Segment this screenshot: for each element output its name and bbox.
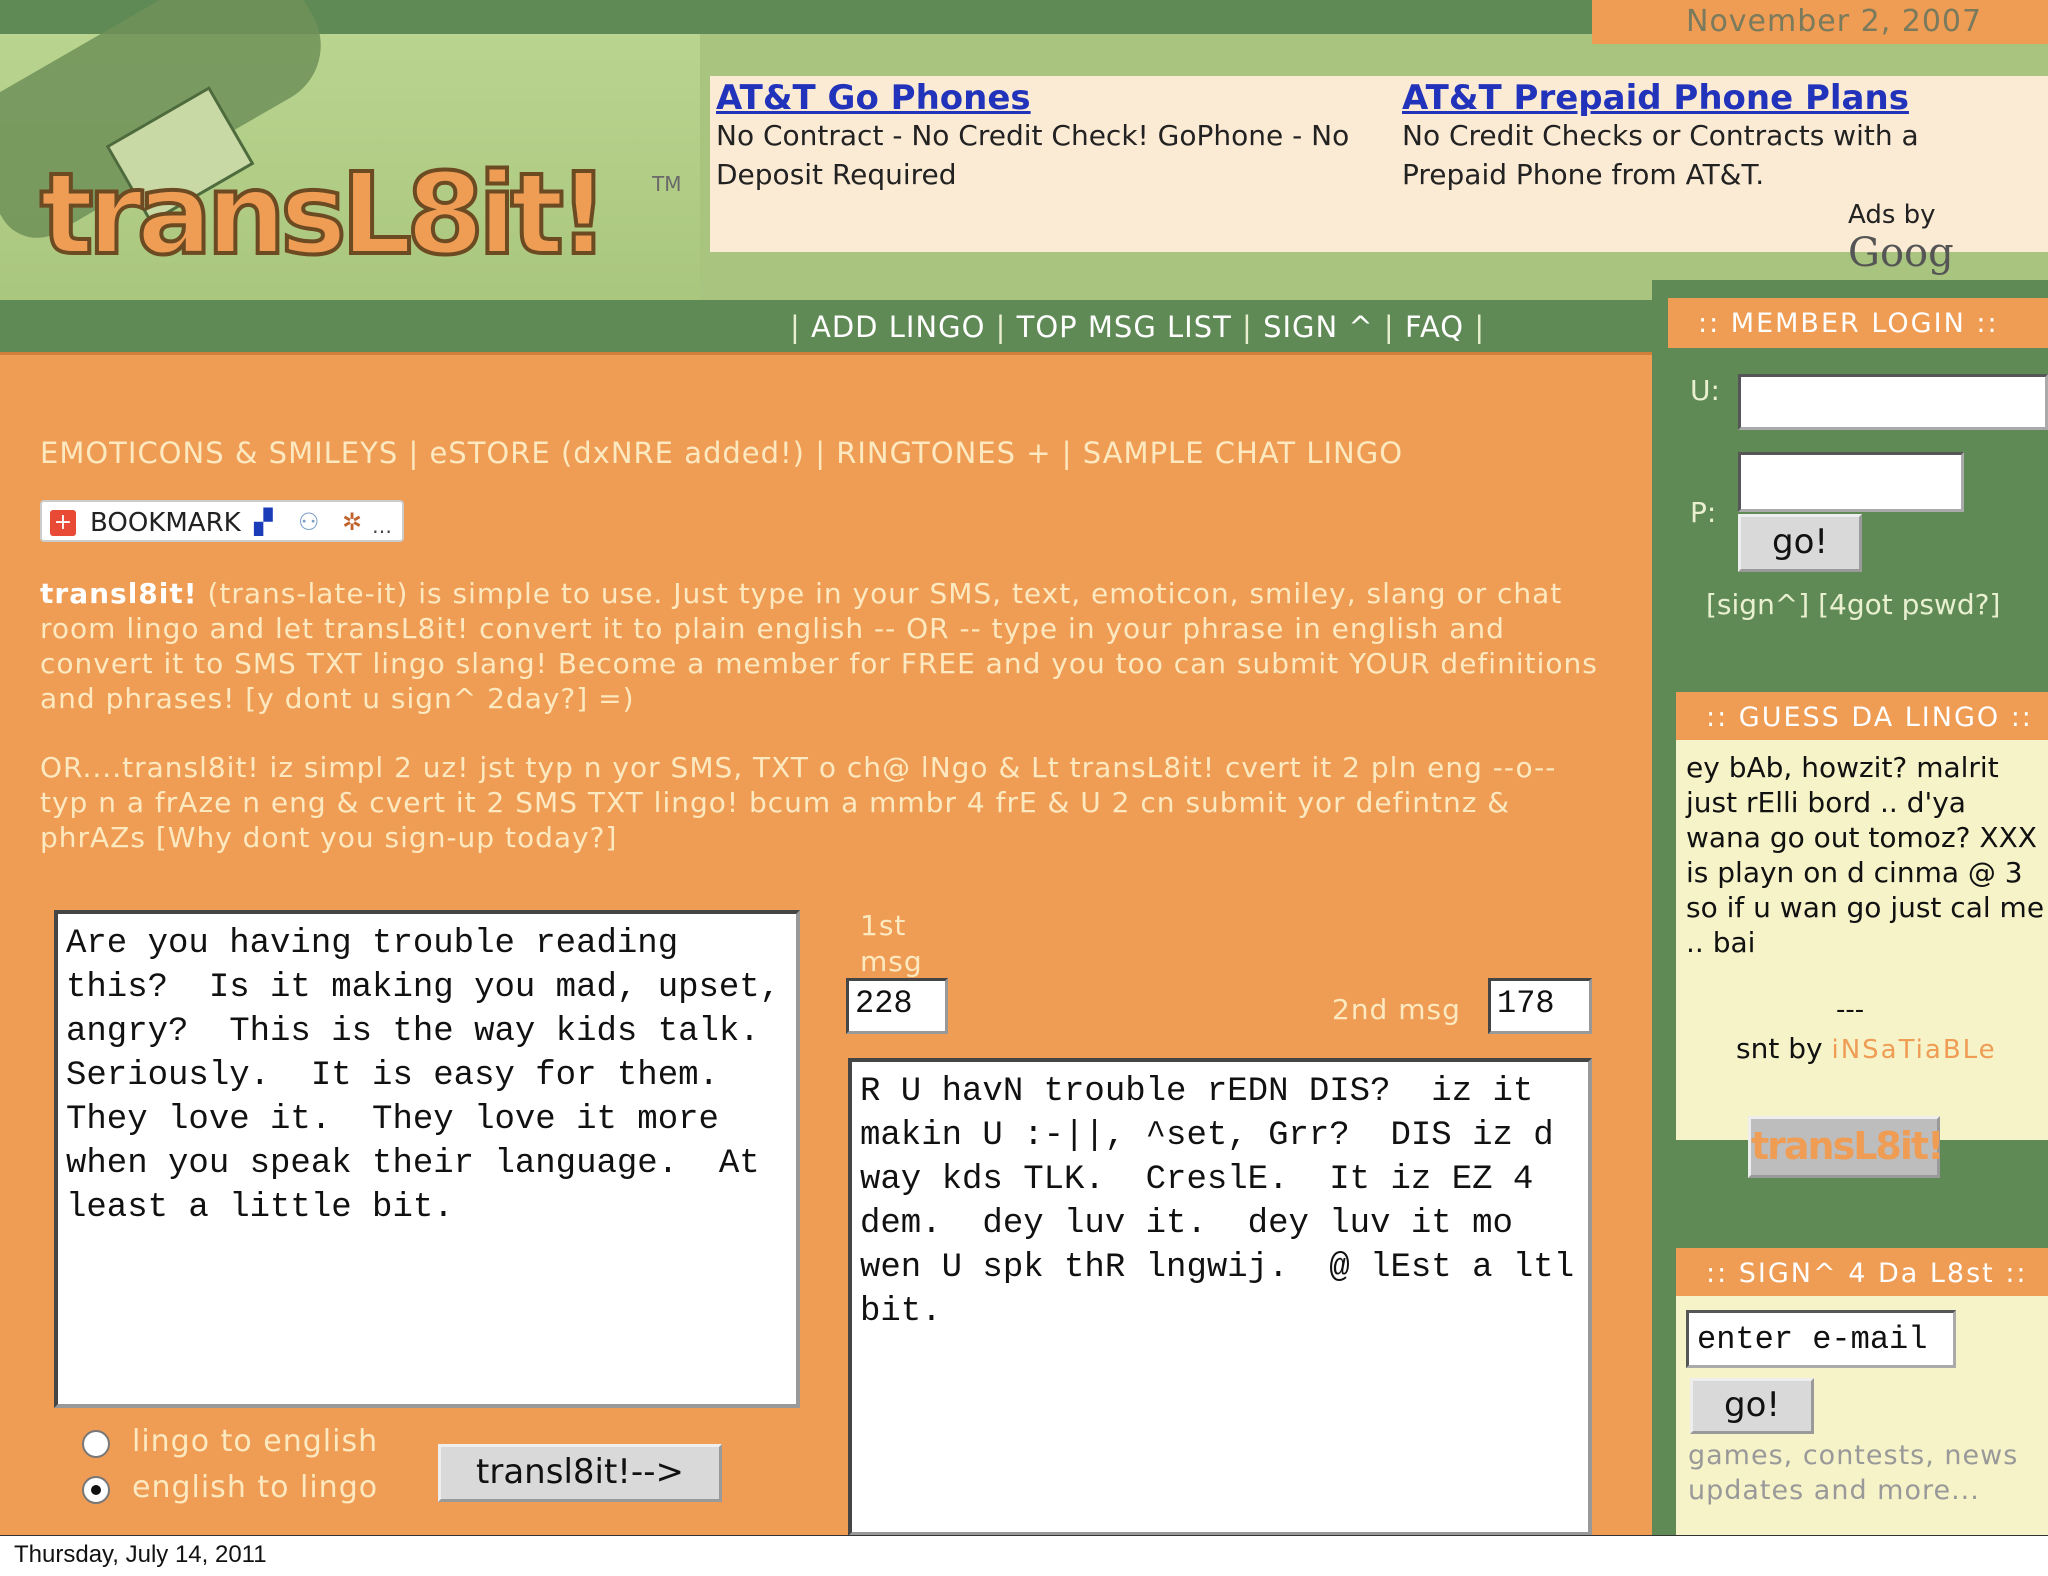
- bookmark-button[interactable]: [40, 500, 404, 542]
- page-date: November 2, 2007: [1686, 4, 1983, 39]
- first-msg-count: 228: [846, 978, 948, 1034]
- source-textarea[interactable]: Are you having trouble reading this? Is it making you mad, upset, angry? This is the way kids talk. Seriously. It is easy for them. They love it. They love it more when you speak their language. At least a little bit.: [54, 910, 800, 1408]
- delicious-icon: ▞: [254, 508, 273, 536]
- bookmark-label: BOOKMARK: [90, 508, 241, 538]
- site-logo[interactable]: transL8it!: [40, 150, 604, 280]
- second-msg-label: 2nd msg: [1332, 993, 1461, 1026]
- secondary-links: EMOTICONS & SMILEYS | eSTORE (dxNRE added!) | RINGTONES + | SAMPLE CHAT LINGO: [40, 436, 1404, 470]
- link-sample-chat[interactable]: SAMPLE CHAT LINGO: [1082, 436, 1404, 470]
- nav-add-lingo[interactable]: ADD LINGO: [811, 310, 986, 344]
- ad-link-prepaid-plans[interactable]: AT&T Prepaid Phone Plans: [1402, 78, 1909, 118]
- link-estore[interactable]: eSTORE (dxNRE added!): [429, 436, 805, 470]
- plus-icon: +: [50, 510, 76, 536]
- radio-label: english to lingo: [132, 1470, 379, 1505]
- radio-button[interactable]: [82, 1430, 110, 1458]
- intro-paragraph: [40, 576, 1600, 716]
- username-label: U:: [1690, 374, 1720, 407]
- ads-by-google[interactable]: [1848, 200, 2048, 276]
- windows-icon: ✲: [342, 508, 363, 536]
- share-icon: ⚇: [298, 508, 320, 536]
- signup-go-button[interactable]: go!: [1690, 1378, 1814, 1434]
- signup-heading: :: SIGN^ 4 Da L8st ::: [1676, 1248, 2048, 1296]
- guess-sender: [1736, 1032, 1997, 1065]
- email-input[interactable]: [1686, 1310, 1956, 1368]
- signup-note: games, contests, news updates and more...: [1688, 1440, 2019, 1506]
- guess-message: ey bAb, howzit? malrit just rElli bord .. d'ya wana go out tomoz? XXX is playn on d cinma @ 3 so if u wan go just cal me .. bai: [1686, 751, 2045, 959]
- link-emoticons[interactable]: EMOTICONS & SMILEYS: [40, 436, 399, 470]
- radio-button-selected[interactable]: [82, 1476, 110, 1504]
- more-icon: …: [372, 514, 392, 538]
- login-go-button[interactable]: go!: [1738, 514, 1862, 572]
- result-textarea[interactable]: R U havN trouble rEDN DIS? iz it makin U :-||, ^set, Grr? DIS iz d way kds TLK. CreslE. It iz EZ 4 dem. dey luv it. dey luv it mo wen U spk thR lngwij. @ lEst a ltl bit.: [848, 1058, 1592, 1536]
- login-links[interactable]: [sign^] [4got pswd?]: [1706, 588, 2001, 621]
- translate-guess-button[interactable]: transL8it!: [1748, 1116, 1940, 1178]
- footer-date: Thursday, July 14, 2011: [14, 1541, 267, 1568]
- radio-english-to-lingo[interactable]: [82, 1470, 378, 1505]
- link-ringtones[interactable]: RINGTONES +: [836, 436, 1052, 470]
- ads-by-brand: Goog: [1848, 230, 1954, 276]
- radio-lingo-to-english[interactable]: [82, 1424, 378, 1459]
- ads-by-label: Ads by: [1848, 200, 1936, 230]
- divider: [0, 352, 1668, 358]
- nav-sign-up[interactable]: SIGN ^: [1263, 310, 1374, 344]
- ad-text-go-phones: No Contract - No Credit Check! GoPhone - No Deposit Required: [716, 119, 1350, 191]
- intro-paragraph-lingo: OR....transl8it! iz simpl 2 uz! jst typ n yor SMS, TXT o ch@ lNgo & Lt transL8it! cvert it 2 pln eng --o-- typ n a frAze n eng & cvert it 2 SMS TXT lingo! bcum a mmbr 4 frE & U 2 cn submit yor defintnz & phrAZs [Why dont you sign-up today?]: [40, 751, 1557, 854]
- intro-brand: transl8it!: [40, 577, 198, 610]
- username-input[interactable]: [1738, 374, 2048, 430]
- ad-link-go-phones[interactable]: AT&T Go Phones: [716, 78, 1031, 118]
- guess-separator: ---: [1836, 995, 1865, 1025]
- member-login-heading: :: MEMBER LOGIN ::: [1668, 298, 2048, 348]
- translate-button[interactable]: transl8it!-->: [438, 1444, 722, 1502]
- intro-text: (trans-late-it) is simple to use. Just type in your SMS, text, emoticon, smiley, slang or chat room lingo and let transL8it! convert it to plain english -- OR -- type in your phrase in english and convert it to SMS TXT lingo slang! Become a member for FREE and you too can submit YOUR definitions and phrases! [y dont u sign^ 2day?] =): [40, 577, 1598, 715]
- password-input[interactable]: [1738, 452, 1964, 512]
- first-msg-label: 1st msg: [860, 909, 923, 978]
- second-msg-count: 178: [1488, 978, 1592, 1034]
- sender-name[interactable]: iNSaTiaBLe: [1831, 1035, 1997, 1065]
- sent-by-label: snt by: [1736, 1032, 1823, 1065]
- trademark: TM: [652, 172, 682, 196]
- ad-text-prepaid-plans: No Credit Checks or Contracts with a Prepaid Phone from AT&T.: [1402, 119, 1919, 191]
- nav-faq[interactable]: FAQ: [1404, 310, 1465, 344]
- guess-da-lingo-heading: :: GUESS DA LINGO ::: [1676, 692, 2048, 740]
- radio-label: lingo to english: [132, 1424, 379, 1459]
- password-label: P:: [1690, 496, 1717, 529]
- main-nav: | ADD LINGO | TOP MSG LIST | SIGN ^ | FAQ |: [790, 310, 1486, 344]
- guess-da-lingo-box: [1676, 740, 2048, 1140]
- nav-top-msg-list[interactable]: TOP MSG LIST: [1016, 310, 1232, 344]
